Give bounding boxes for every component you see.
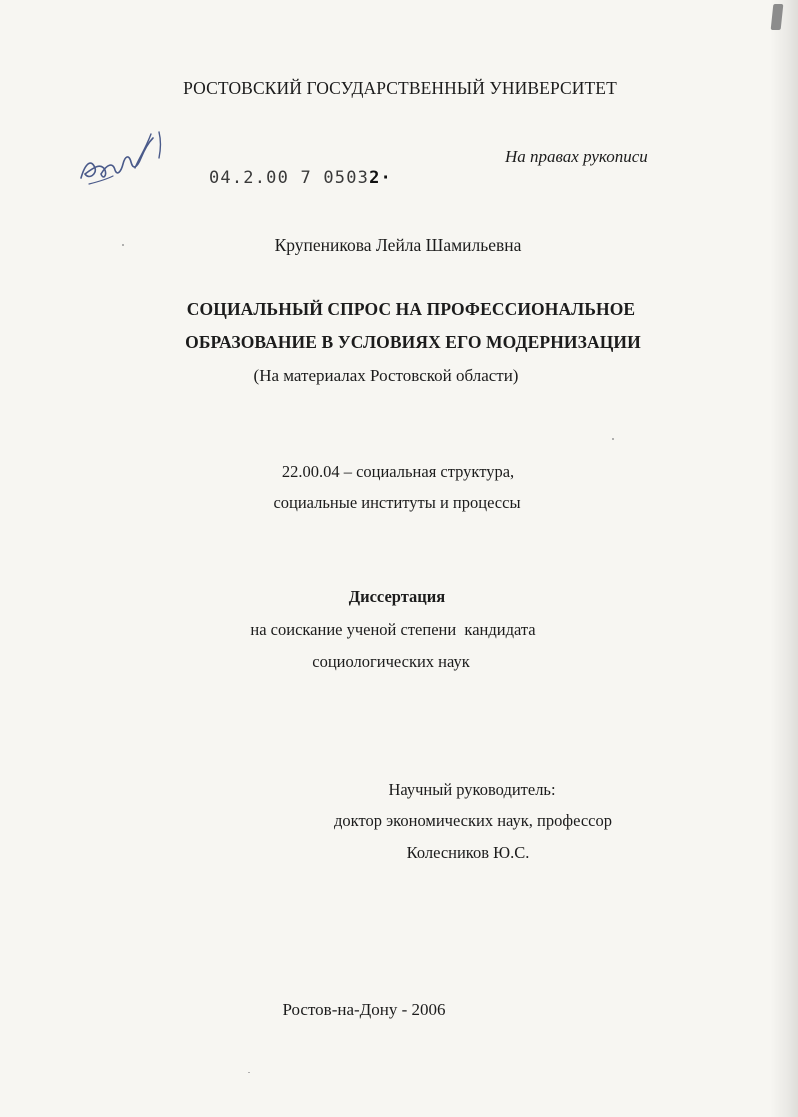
thesis-subtitle: (На материалах Ростовской области) bbox=[253, 366, 519, 385]
dissertation-label: Диссертация bbox=[348, 587, 446, 606]
handwritten-signature bbox=[75, 128, 175, 192]
university-name: РОСТОВСКИЙ ГОСУДАРСТВЕННЫЙ УНИВЕРСИТЕТ bbox=[183, 78, 617, 98]
registration-stamp bbox=[209, 167, 392, 189]
scan-speck bbox=[122, 244, 124, 246]
stamp-number: 04.2.00 7 0503 bbox=[209, 168, 370, 188]
supervisor-label: Научный руководитель: bbox=[388, 780, 556, 799]
degree-line-2: социологических наук bbox=[312, 652, 470, 671]
author-name: Крупеникова Лейла Шамильевна bbox=[274, 235, 522, 255]
stamp-number-end: 2 bbox=[369, 168, 381, 188]
degree-line-1: на соискание ученой степени кандидата bbox=[250, 620, 536, 639]
scan-speck bbox=[612, 438, 614, 440]
thesis-title-line-2: ОБРАЗОВАНИЕ В УСЛОВИЯХ ЕГО МОДЕРНИЗАЦИИ bbox=[185, 332, 641, 352]
manuscript-note: На правах рукописи bbox=[505, 147, 648, 166]
stamp-tick: · bbox=[380, 168, 392, 188]
specialty-name: социальные институты и процессы bbox=[273, 493, 521, 512]
city-year: Ростов-на-Дону - 2006 bbox=[282, 1000, 446, 1019]
supervisor-name: Колесников Ю.С. bbox=[406, 843, 530, 862]
scan-edge-shadow bbox=[770, 0, 798, 1117]
scan-speck bbox=[248, 1072, 250, 1073]
thesis-title-line-1: СОЦИАЛЬНЫЙ СПРОС НА ПРОФЕССИОНАЛЬНОЕ bbox=[186, 299, 636, 319]
specialty-code: 22.00.04 – социальная структура, bbox=[281, 462, 515, 481]
supervisor-title: доктор экономических наук, профессор bbox=[334, 811, 612, 830]
